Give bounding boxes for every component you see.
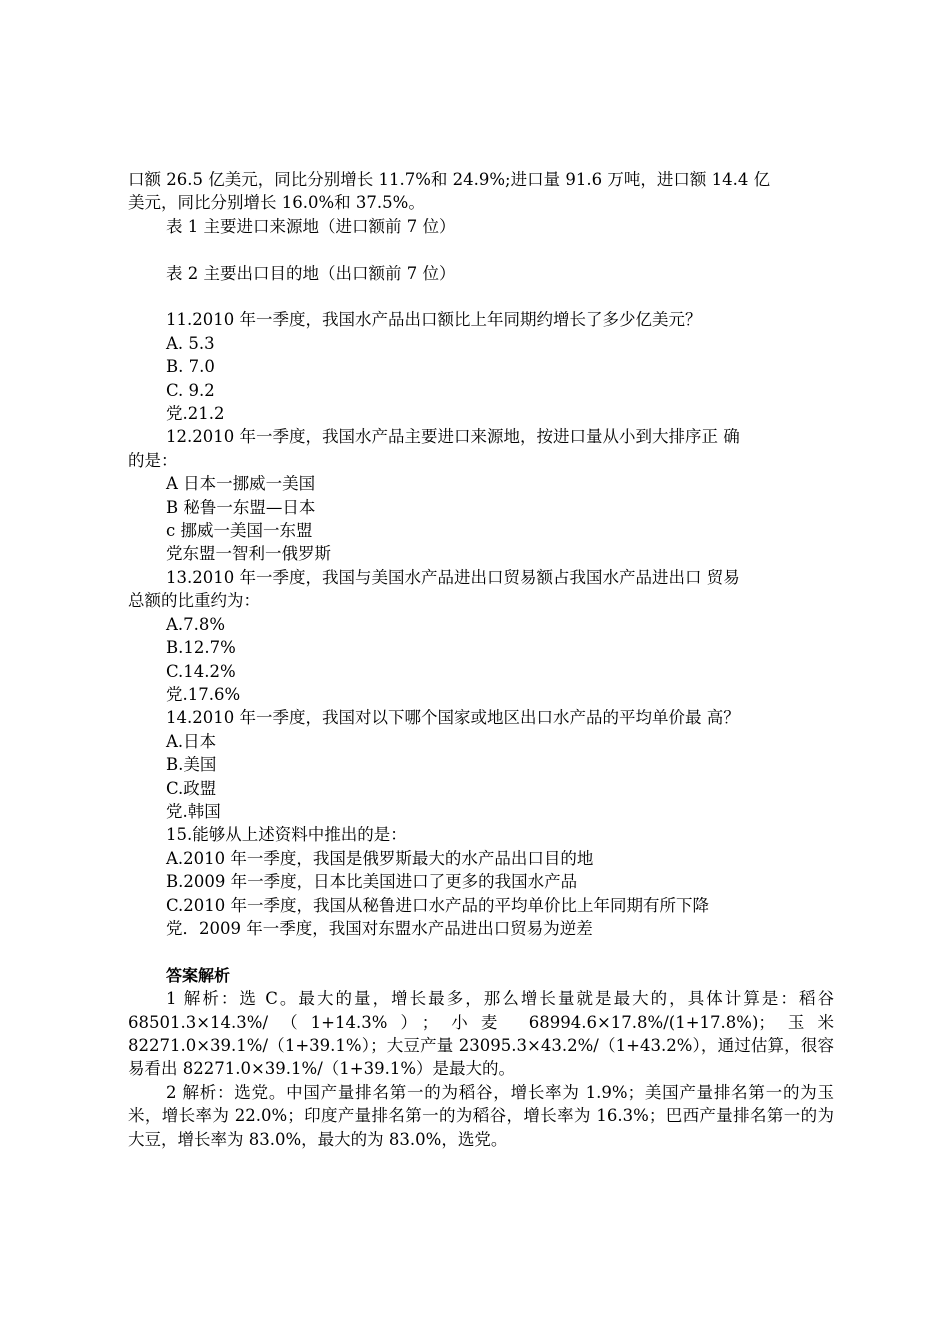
answers-heading: 答案解析 xyxy=(166,965,231,985)
question-14 xyxy=(128,706,834,823)
option-a: A.2010 年一季度，我国是俄罗斯最大的水产品出口目的地 xyxy=(166,848,594,868)
option-d: 党．2009 年一季度，我国对东盟水产品进出口贸易为逆差 xyxy=(166,918,593,938)
question-13 xyxy=(128,566,834,706)
question-stem: 15.能够从上述资料中推出的是： xyxy=(166,825,407,845)
intro-line-1: 口额 26.5 亿美元，同比分别增长 11.7%和 24.9%;进口量 91.6 万吨，进口额 14.4 亿 xyxy=(128,170,771,189)
option-b: B.美国 xyxy=(166,755,217,775)
option-a: A.7.8% xyxy=(166,614,226,634)
option-d: 党.21.2 xyxy=(166,404,225,424)
question-stem: 14.2010 年一季度，我国对以下哪个国家或地区出口水产品的平均单价最 高？ xyxy=(166,708,740,728)
option-a: A. 5.3 xyxy=(166,333,215,353)
intro-line-2: 美元，同比分别增长 16.0%和 37.5%。 xyxy=(128,193,425,213)
option-b: B. 7.0 xyxy=(166,357,215,377)
option-d: 党.17.6% xyxy=(166,684,241,704)
question-stem-continued: 总额的比重约为： xyxy=(128,591,260,611)
question-12 xyxy=(128,425,834,565)
question-11 xyxy=(128,308,834,425)
option-b: B.12.7% xyxy=(166,638,236,658)
question-stem: 13.2010 年一季度，我国与美国水产品进出口贸易额占我国水产品进出口 贸易 xyxy=(166,567,740,587)
section-spacer xyxy=(128,940,834,963)
option-d: 党东盟一智利一俄罗斯 xyxy=(166,544,331,564)
table-2-caption: 表 2 主要出口目的地（出口额前 7 位） xyxy=(166,263,456,283)
question-15 xyxy=(128,823,834,940)
option-b: B 秘鲁一东盟—日本 xyxy=(166,497,316,517)
option-d: 党.韩国 xyxy=(166,801,221,821)
option-a: A 日本一挪威一美国 xyxy=(166,474,316,494)
answer-2: 2 解析：选党。中国产量排名第一的为稻谷，增长率为 1.9%；美国产量排名第一的为玉米，增长率为 22.0%；印度产量排名第一的为稻谷，增长率为 16.3%；巴西产量排名第一的为大豆，增长率为 83.0%，最大的为 83.0%，选党。 xyxy=(128,1082,834,1149)
option-c: C.14.2% xyxy=(166,661,236,681)
option-b: B.2009 年一季度，日本比美国进口了更多的我国水产品 xyxy=(166,872,578,892)
option-c: C.政盟 xyxy=(166,778,217,798)
table-1-placeholder xyxy=(128,238,834,261)
answer-1: 1 解析：选 C。最大的量，增长最多，那么增长量就是最大的，具体计算是：稻谷 68501.3×14.3%/（1+14.3%）；小麦 68994.6×17.8%/(1+17.8%)；玉米 82271.0×39.1%/（1+39.1%）；大豆产量 23095.3×43.2%/（1+43.2%），通过估算，很容易看出 82271.0×39.1%/（1+39.1%）是最大的。 xyxy=(128,989,834,1079)
option-c: C. 9.2 xyxy=(166,380,215,400)
option-a: A.日本 xyxy=(166,731,217,751)
option-c: C.2010 年一季度，我国从秘鲁进口水产品的平均单价比上年同期有所下降 xyxy=(166,895,710,915)
question-stem-continued: 的是： xyxy=(128,450,178,470)
question-stem: 11.2010 年一季度，我国水产品出口额比上年同期约增长了多少亿美元？ xyxy=(166,310,702,330)
document-page xyxy=(128,168,834,1151)
table-2-placeholder xyxy=(128,285,834,308)
table-1-caption: 表 1 主要进口来源地（进口额前 7 位） xyxy=(166,216,456,236)
option-c: c 挪威一美国一东盟 xyxy=(166,521,313,541)
question-stem: 12.2010 年一季度，我国水产品主要进口来源地，按进口量从小到大排序正 确 xyxy=(166,427,740,447)
